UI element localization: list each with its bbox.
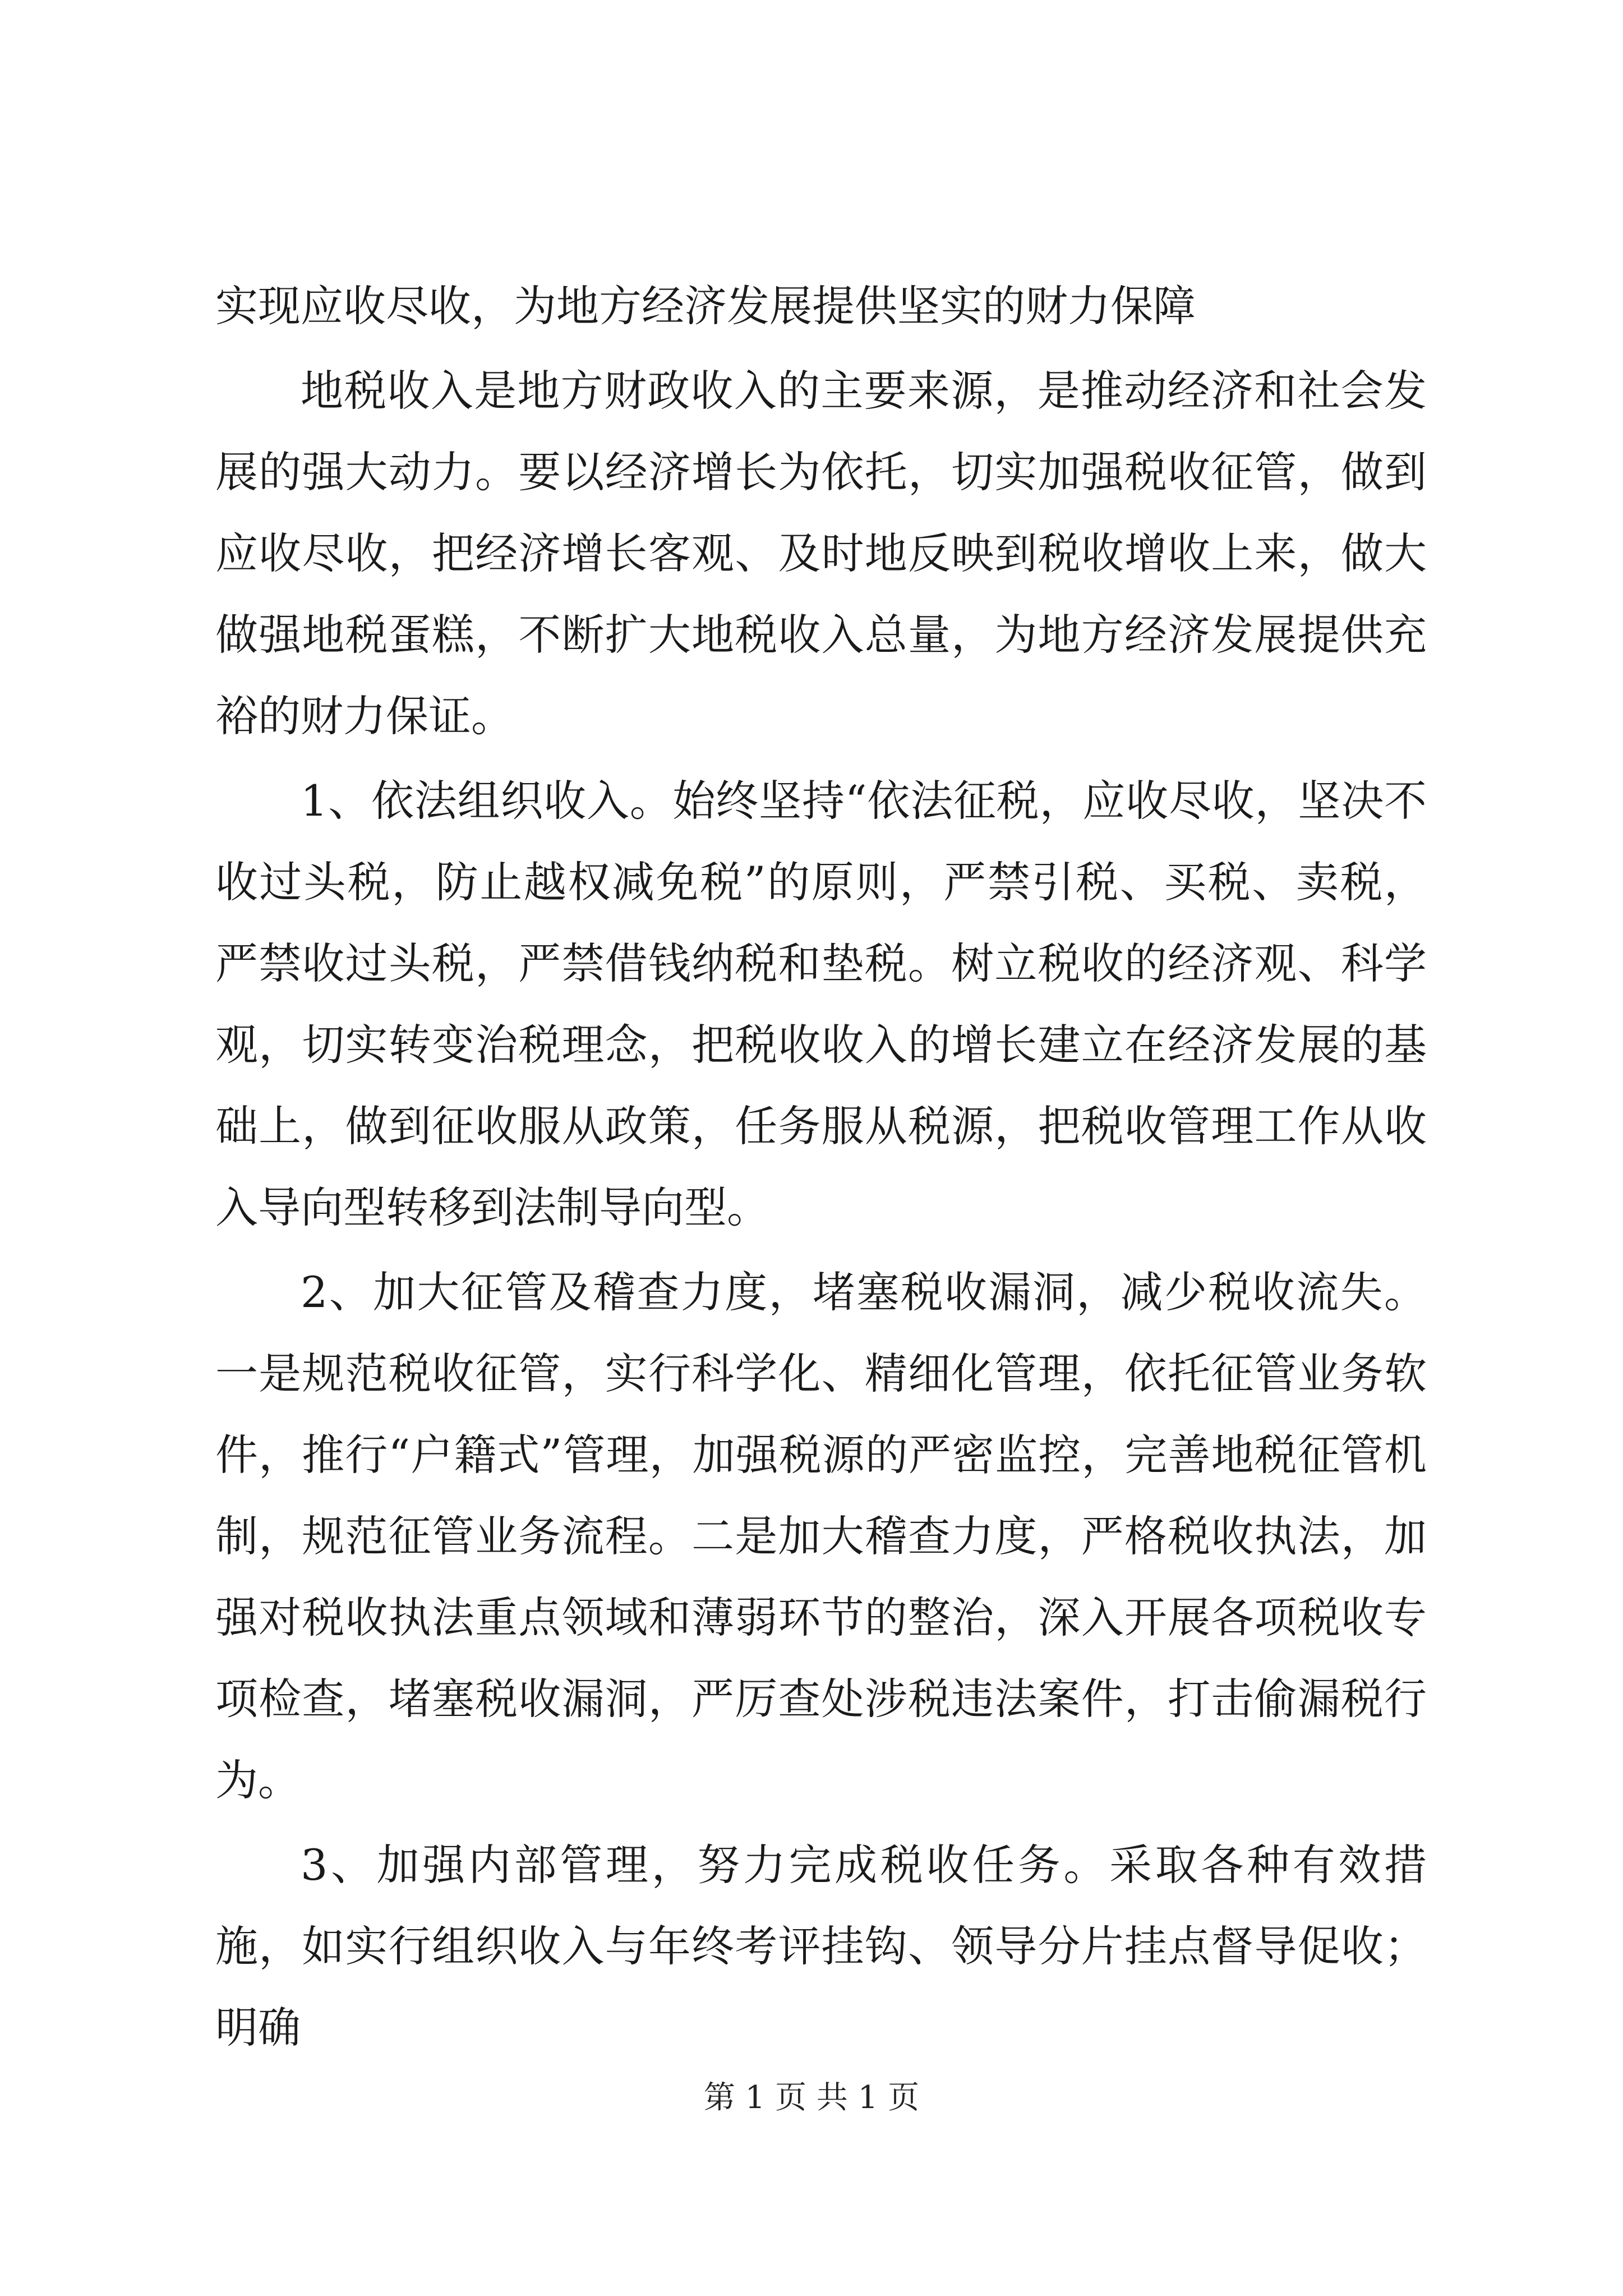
- document-body: [215, 265, 1427, 2072]
- paragraph-intro: 地税收入是地方财政收入的主要来源，是推动经济和社会发展的强大动力。要以经济增长为依托，切实加强税收征管，做到应收尽收，把经济增长客观、及时地反映到税收增收上来，做大做强地税蛋糕，不断扩大地税收入总量，为地方经济发展提供充裕的财力保证。: [215, 366, 1427, 741]
- page-number-label: 第 1 页 共 1 页: [703, 2079, 920, 2116]
- paragraph-heading: 实现应收尽收，为地方经济发展提供坚实的财力保障: [215, 281, 1196, 331]
- paragraph-item-3: 3、加强内部管理，努力完成税收任务。采取各种有效措施，如实行组织收入与年终考评挂钩、领导分片挂点督导促收；明确: [215, 1840, 1427, 2053]
- page-footer: [0, 2076, 1623, 2120]
- paragraph-item-1: 1、依法组织收入。始终坚持“依法征税，应收尽收，坚决不收过头税，防止越权减免税”的原则，严禁引税、买税、卖税，严禁收过头税，严禁借钱纳税和垫税。树立税收的经济观、科学观，切实转变治税理念，把税收收入的增长建立在经济发展的基础上，做到征收服从政策，任务服从税源，把税收管理工作从收入导向型转移到法制导向型。: [215, 776, 1427, 1232]
- paragraph-item-2: 2、加大征管及稽查力度，堵塞税收漏洞，减少税收流失。一是规范税收征管，实行科学化、精细化管理，依托征管业务软件，推行“户籍式”管理，加强税源的严密监控，完善地税征管机制，规范征管业务流程。二是加大稽查力度，严格税收执法，加强对税收执法重点领域和薄弱环节的整治，深入开展各项税收专项检查，堵塞税收漏洞，严厉查处涉税违法案件，打击偷漏税行为。: [215, 1267, 1427, 1805]
